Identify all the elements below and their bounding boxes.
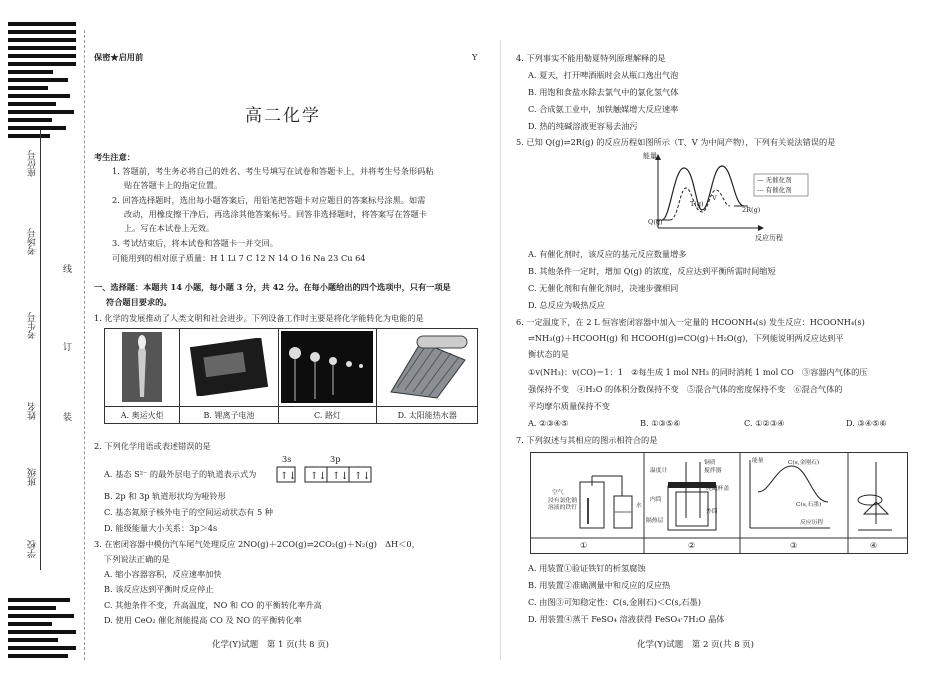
q5-option-a: A. 有催化剂时，该反应的基元反应数量增多 bbox=[528, 249, 687, 259]
f1-nacl: 浸有氯化钠 bbox=[548, 498, 577, 504]
q5-point-t: T(g) bbox=[690, 200, 704, 208]
exam-room-label: 考场号 bbox=[28, 228, 38, 255]
q7-option-c: C. 由图③可知稳定性：C(s,金刚石)＜C(s,石墨) bbox=[528, 597, 701, 607]
q2-option-b: B. 2p 和 3p 轨道形状均为哑铃形 bbox=[104, 491, 226, 501]
notice-line: 上。写在本试卷上无效。 bbox=[124, 223, 215, 233]
q5-stem: 5. 已知 Q(g)⇌2R(g) 的反应历程如图所示（T、V 为中间产物），下列有关说法错误的是 bbox=[516, 137, 836, 147]
f2-inner: 内筒 bbox=[650, 497, 662, 503]
svg-text:↑↓: ↑↓ bbox=[354, 471, 371, 482]
f3-path: 反应历程 bbox=[800, 520, 824, 526]
q6-line: ⇌NH₃(g)＋HCOOH(g) 和 HCOOH(g)⇌CO(g)＋H₂O(g)，下列能说明两反应达到平 bbox=[528, 333, 844, 343]
q5-ylabel: 能量 bbox=[643, 152, 657, 160]
q1-option-d: D. 太阳能热水器 bbox=[377, 407, 478, 424]
q6-option-d: D. ③④⑤⑥ bbox=[846, 418, 887, 428]
q6-line: 平均摩尔质量保持不变 bbox=[528, 401, 610, 411]
cut-char-staple: 订 bbox=[63, 343, 73, 353]
f3-energy: 能量 bbox=[752, 458, 764, 464]
orbital-diagram bbox=[276, 466, 376, 484]
battery-image bbox=[180, 329, 278, 407]
q1-image-table bbox=[104, 328, 478, 424]
q6-option-a: A. ②③④⑤ bbox=[528, 418, 569, 428]
q3-option-b: B. 该反应达到平衡时反应停止 bbox=[104, 584, 214, 594]
q5-point-v: V bbox=[712, 194, 717, 202]
q3-option-a: A. 缩小容器容积，反应速率加快 bbox=[104, 569, 222, 579]
atomic-mass-line: 可能用到的相对原子质量：H 1 Li 7 C 12 N 14 O 16 Na 23 Cu 64 bbox=[112, 253, 366, 263]
solar-heater-image bbox=[377, 329, 478, 407]
version-label: Y bbox=[472, 52, 478, 62]
svg-text:↑↓: ↑↓ bbox=[310, 471, 327, 482]
notice-line: 2. 回答选择题时，选出每小题答案后，用铅笔把答题卡对应题目的答案标号涂黑。如需 bbox=[112, 195, 426, 205]
class-label: 班级 bbox=[28, 468, 38, 486]
f2-copper: 铜质 bbox=[704, 460, 716, 466]
f2-insulation: 隔热层 bbox=[646, 518, 664, 524]
q2-stem: 2. 下列化学用语或表述错误的是 bbox=[94, 441, 211, 451]
f3-diamond: C(s,金刚石) bbox=[788, 460, 820, 466]
fig-label-2: ② bbox=[688, 540, 696, 550]
q5-point-q: Q(g) bbox=[648, 218, 663, 226]
q6-line: ①v(NH₃)：v(CO)＝1：1 ②每生成 1 mol NH₃ 的同时消耗 1 mol CO ③容器内气体的压 bbox=[528, 367, 868, 377]
q6-line: 强保持不变 ④H₂O 的体积分数保持不变 ⑤混合气体的密度保持不变 ⑥混合气体的 bbox=[528, 384, 843, 394]
q5-point-r: 2R(g) bbox=[742, 206, 761, 214]
q6-option-c: C. ①②③④ bbox=[744, 418, 785, 428]
q5-option-d: D. 总反应为吸热反应 bbox=[528, 300, 605, 310]
page-divider bbox=[500, 40, 501, 660]
section-heading: 一、选择题：本题共 14 小题，每小题 3 分，共 42 分。在每小题给出的四个选项中，只有一项是 bbox=[94, 282, 451, 292]
q7-option-a: A. 用装置①验证铁钉的析氢腐蚀 bbox=[528, 563, 646, 573]
q3-stem: 3. 在密闭容器中模仿汽车尾气处理反应 2NO(g)＋2CO(g)⇌2CO₂(g)＋N₂(g) ΔH＜0， bbox=[94, 539, 420, 549]
q2-option-a: A. 基态 S²⁻ 的最外层电子的轨道表示式为 bbox=[104, 469, 257, 479]
page-title: 高二化学 bbox=[245, 106, 321, 126]
fig-label-3: ③ bbox=[790, 540, 798, 550]
q7-stem: 7. 下列叙述与其相应的图示相符合的是 bbox=[516, 435, 658, 445]
f2-lid: 纯碱杯盖 bbox=[706, 486, 730, 492]
q5-option-b: B. 其他条件一定时，增加 Q(g) 的浓度，反应达到平衡所需时间缩短 bbox=[528, 266, 776, 276]
streetlight-image bbox=[278, 329, 377, 407]
student-number-label: 考生号 bbox=[28, 312, 38, 339]
q7-option-d: D. 用装置④蒸干 FeSO₄ 溶液获得 FeSO₄·7H₂O 晶体 bbox=[528, 614, 725, 624]
f1-water: 水 bbox=[636, 503, 642, 509]
section-heading-cont: 符合题目要求的。 bbox=[106, 297, 172, 307]
q3-stem-cont: 下列说法正确的是 bbox=[104, 554, 170, 564]
q6-line: 6. 一定温度下，在 2 L 恒容密闭容器中加入一定量的 HCOONH₄(s) 发生反应：HCOONH₄(s) bbox=[516, 317, 865, 327]
q5-energy-diagram bbox=[640, 152, 810, 248]
svg-text:↑↓: ↑↓ bbox=[280, 471, 297, 482]
q6-line: 衡状态的是 bbox=[528, 349, 569, 359]
cut-line bbox=[84, 30, 85, 660]
fig-label-4: ④ bbox=[870, 540, 878, 550]
f1-air: 空气 bbox=[552, 490, 564, 496]
cut-char-line: 线 bbox=[63, 265, 73, 275]
name-label: 姓名 bbox=[28, 402, 38, 420]
q1-option-b: B. 锂离子电池 bbox=[180, 407, 278, 424]
q1-option-c: C. 路灯 bbox=[278, 407, 377, 424]
q6-option-b: B. ①③⑤⑥ bbox=[640, 418, 681, 428]
q4-option-b: B. 用饱和食盐水除去氯气中的氯化氢气体 bbox=[528, 87, 679, 97]
f3-graphite: C(s,石墨) bbox=[796, 502, 822, 508]
notice-heading: 考生注意： bbox=[94, 152, 135, 162]
q3-option-c: C. 其他条件不变，升高温度，NO 和 CO 的平衡转化率升高 bbox=[104, 600, 322, 610]
notice-line: 3. 考试结束后，将本试卷和答题卡一并交回。 bbox=[112, 238, 278, 248]
f2-thermometer: 温度计 bbox=[650, 468, 668, 474]
cut-char-bind: 装 bbox=[63, 413, 73, 423]
q1-stem: 1. 化学的发展推动了人类文明和社会进步。下列设备工作时主要是将化学能转化为电能的是 bbox=[94, 313, 424, 323]
q4-option-d: D. 热的纯碱溶液更容易去油污 bbox=[528, 121, 638, 131]
q2-3p-label: 3p bbox=[330, 454, 341, 464]
q2-option-c: C. 基态氮原子核外电子的空间运动状态有 5 种 bbox=[104, 507, 273, 517]
binding-line bbox=[40, 130, 41, 570]
q1-option-a: A. 奥运火炬 bbox=[105, 407, 180, 424]
q4-option-c: C. 合成氨工业中，加铁触媒增大反应速率 bbox=[528, 104, 679, 114]
q5-option-c: C. 无催化剂和有催化剂时，决速步骤相同 bbox=[528, 283, 679, 293]
q4-option-a: A. 夏天，打开啤酒瓶时会从瓶口逸出气泡 bbox=[528, 70, 679, 80]
page1-footer: 化学(Y)试题 第 1 页(共 8 页) bbox=[212, 640, 330, 650]
secret-label: 保密★启用前 bbox=[94, 52, 144, 62]
page2-footer: 化学(Y)试题 第 2 页(共 8 页) bbox=[637, 640, 755, 650]
q4-stem: 4. 下列事实不能用勒夏特列原理解释的是 bbox=[516, 53, 666, 63]
svg-text:↑↓: ↑↓ bbox=[332, 471, 349, 482]
torch-image bbox=[105, 329, 180, 407]
seat-number-label: 座位号 bbox=[28, 150, 38, 177]
fig-label-1: ① bbox=[580, 540, 588, 550]
q3-option-d: D. 使用 CeO₂ 催化剂能提高 CO 及 NO 的平衡转化率 bbox=[104, 615, 302, 625]
notice-line: 改动，用橡皮擦干净后，再选涂其他答案标号。回答非选择题时，将答案写在答题卡 bbox=[124, 209, 427, 219]
notice-line: 贴在答题卡上的指定位置。 bbox=[124, 180, 223, 190]
q5-legend-cat: --- 有催化剂 bbox=[757, 186, 792, 194]
q5-xlabel: 反应历程 bbox=[755, 234, 783, 242]
notice-line: 1. 答题前，考生务必将自己的姓名、考生号填写在试卷和答题卡上，并将考生号条形码粘 bbox=[112, 166, 434, 176]
f2-stirrer: 搅拌器 bbox=[704, 468, 722, 474]
q7-option-b: B. 用装置②准确测量中和反应的反应热 bbox=[528, 580, 671, 590]
f2-outer: 外筒 bbox=[706, 509, 718, 515]
q2-3s-label: 3s bbox=[282, 454, 292, 464]
school-label: 学校 bbox=[28, 540, 38, 558]
q5-legend-nocat: — 无催化剂 bbox=[757, 176, 792, 184]
q2-option-d: D. 能级能量大小关系：3p＞4s bbox=[104, 523, 218, 533]
f1-nail: 溶液的铁钉 bbox=[548, 505, 577, 511]
